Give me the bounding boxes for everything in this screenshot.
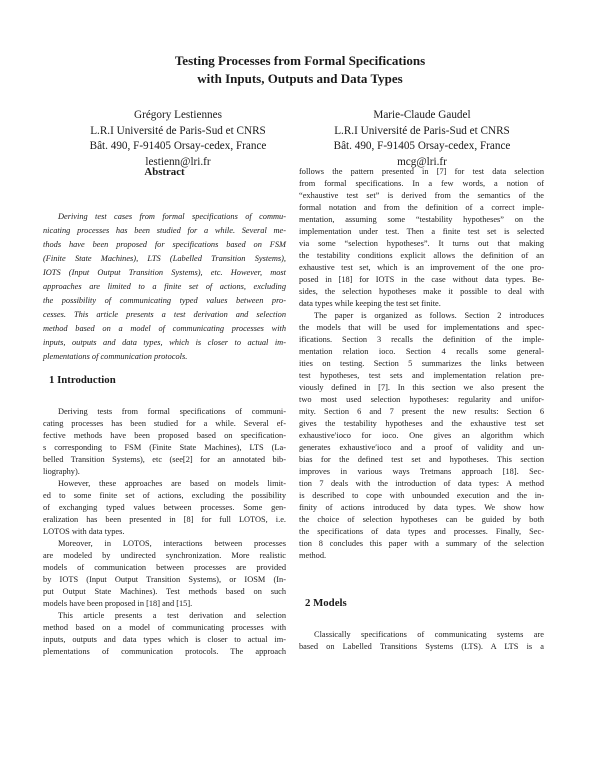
body-line: via some “selection hypotheses”. It turns out that making xyxy=(299,239,544,248)
body-line: is described to cope with unbounded execution and the in- xyxy=(299,491,544,500)
body-line: “exhaustive test set” is derived from the semantics of the xyxy=(299,191,544,200)
title-line-1: Testing Processes from Formal Specifications xyxy=(174,53,426,68)
body-line: two most used selection hypotheses: regularity and unifor- xyxy=(299,395,544,404)
body-line: belled Transition Systems), etc (see[2] for an annotated bib- xyxy=(43,455,286,464)
body-line: bias for the defined test set and hypotheses. This section xyxy=(299,455,544,464)
abstract-line: plementations of communication protocols. xyxy=(43,352,188,361)
body-line: Moreover, in LOTOS, interactions between processes xyxy=(58,539,286,548)
author-address: Bât. 490, F-91405 Orsay-cedex, France xyxy=(333,140,511,152)
title-line-2: with Inputs, Outputs and Data Types xyxy=(197,71,403,86)
abstract-line: nicating processes has been studied for a while. Several me- xyxy=(43,226,286,235)
body-line: ed to some finite set of actions, excluding the possibility xyxy=(43,491,286,500)
body-line: plementations of communication protocols. The approach xyxy=(43,647,286,656)
body-line: test hypotheses, test sets and implementation relation pre- xyxy=(299,371,544,380)
body-line: put Output State Machines). Test methods based on such xyxy=(43,587,286,596)
body-line: s corresponding to FSM (Finite State Machines), LTS (La- xyxy=(43,443,286,452)
body-line: posed in [18] for IOTS in the case without data types. Be- xyxy=(299,275,544,284)
author-name: Grégory Lestiennes xyxy=(134,109,222,121)
author-affiliation: L.R.I Université de Paris-Sud et CNRS xyxy=(334,124,510,137)
body-line: the choice of selection hypotheses can be guided by both xyxy=(299,515,544,524)
body-line: models of communication between processes are provided xyxy=(43,563,286,572)
paper-title xyxy=(0,52,600,88)
body-line: generates exhaustive′ioco and a proof of validity and un- xyxy=(299,443,544,452)
body-line: This article presents a test derivation and selection xyxy=(58,611,286,620)
body-line: the specifications of data types and processes. Finally, Sec- xyxy=(299,527,544,536)
body-line: from formal specifications. In a few words, a notion of xyxy=(299,179,544,188)
body-line: implementation under test. Then a finite test set is selected xyxy=(299,227,544,236)
body-line: mity. Section 6 and 7 present the new results: Section 6 xyxy=(299,407,544,416)
body-line: cating processes has been studied for a while. Several ef- xyxy=(43,419,286,428)
body-line: Deriving tests from formal specifications of communi- xyxy=(58,407,286,416)
abstract-line: thods have been proposed for specifications based on FSM xyxy=(43,240,286,249)
body-line: gives the testability hypotheses and the exhaustive test set xyxy=(299,419,544,428)
body-line: ifications. Section 3 recalls the definition of the imple- xyxy=(299,335,544,344)
body-line: of exchanging typed values between processes. Some gen- xyxy=(43,503,286,512)
body-line: tion 7 deals with the introduction of data types: A method xyxy=(299,479,544,488)
body-line: finity of actions introduced by data types. We show how xyxy=(299,503,544,512)
abstract-heading: Abstract xyxy=(144,166,185,178)
body-line: However, these approaches are based on models limit- xyxy=(58,479,286,488)
abstract-line: the possibility of communicating typed values between pro- xyxy=(43,296,286,305)
abstract-line: IOTS (Input Output Transition Systems), etc. However, most xyxy=(43,268,286,277)
abstract-line: Deriving test cases from formal specifications of commu- xyxy=(58,212,286,221)
section-1-heading: 1 Introduction xyxy=(49,374,116,386)
body-line: method. xyxy=(299,551,327,560)
body-line: fective methods have been proposed based on specification- xyxy=(43,431,286,440)
author-address: Bât. 490, F-91405 Orsay-cedex, France xyxy=(89,140,267,152)
body-line: based on Labelled Transitions Systems (LTS). A LTS is a xyxy=(299,642,544,651)
author-block-2 xyxy=(302,108,542,170)
body-line: exhaustive test set, which is an improvement of the one pro- xyxy=(299,263,544,272)
author-email: mcg@lri.fr xyxy=(397,155,447,168)
abstract-line: (Finite State Machines), LTS (Labelled Transition Systems), xyxy=(43,254,286,263)
body-line: liography). xyxy=(43,467,80,476)
body-line: eralization has been presented in [8] for full LOTOS, i.e. xyxy=(43,515,286,524)
body-line: the testability conditions explicit allows the definition of an xyxy=(299,251,544,260)
section-2-heading: 2 Models xyxy=(305,597,347,609)
body-line: tion 8 concludes this paper with a summary of the selection xyxy=(299,539,544,548)
body-line: formal notation and from the definition of a correct imple- xyxy=(299,203,544,212)
body-line: LOTOS with data types. xyxy=(43,527,125,536)
body-line: ities on testing. Section 5 summarizes the links between xyxy=(299,359,544,368)
author-email: lestienn@lri.fr xyxy=(145,155,211,168)
abstract-line: method based on a model of communicating processes with xyxy=(43,324,286,333)
body-line: by IOTS (Input Output Transition Systems), or IOSM (In- xyxy=(43,575,286,584)
body-line: the models that will be used for implementations and spec- xyxy=(299,323,544,332)
body-line: sides, the selection hypotheses make it possible to deal with xyxy=(299,287,544,296)
body-line: are modeled by undirected synchronization. More realistic xyxy=(43,551,286,560)
body-line: viously defined in [7]. In this section we also present the xyxy=(299,383,544,392)
abstract-line: cesses. This article presents a test derivation and selection xyxy=(43,310,286,319)
body-line: exhaustive′ioco for ioco. One gives an algorithm which xyxy=(299,431,544,440)
author-name: Marie-Claude Gaudel xyxy=(373,109,471,121)
body-line: improves in various ways Tretmans approach [18]. Sec- xyxy=(299,467,544,476)
body-line: Classically specifications of communicating systems are xyxy=(314,630,544,639)
body-line: follows the pattern presented in [7] for test data selection xyxy=(299,167,544,176)
body-line: The paper is organized as follows. Section 2 introduces xyxy=(314,311,544,320)
body-line: inputs, outputs and data types which is closer to actual im- xyxy=(43,635,286,644)
body-line: mentation relation ioco. Section 4 recalls some general- xyxy=(299,347,544,356)
body-line: data types while keeping the test set finite. xyxy=(299,299,441,308)
author-affiliation: L.R.I Université de Paris-Sud et CNRS xyxy=(90,124,266,137)
body-line: method based on a model of communicating processes with xyxy=(43,623,286,632)
body-line: mentation, assuming some “testability hypotheses” on the xyxy=(299,215,544,224)
body-line: models have been proposed in [18] and [15]. xyxy=(43,599,193,608)
author-block-1 xyxy=(62,108,294,170)
abstract-line: approaches are limited to a finite set of actions, excluding xyxy=(43,282,286,291)
abstract-line: inputs, outputs and data types, which is closer to actual im- xyxy=(43,338,286,347)
